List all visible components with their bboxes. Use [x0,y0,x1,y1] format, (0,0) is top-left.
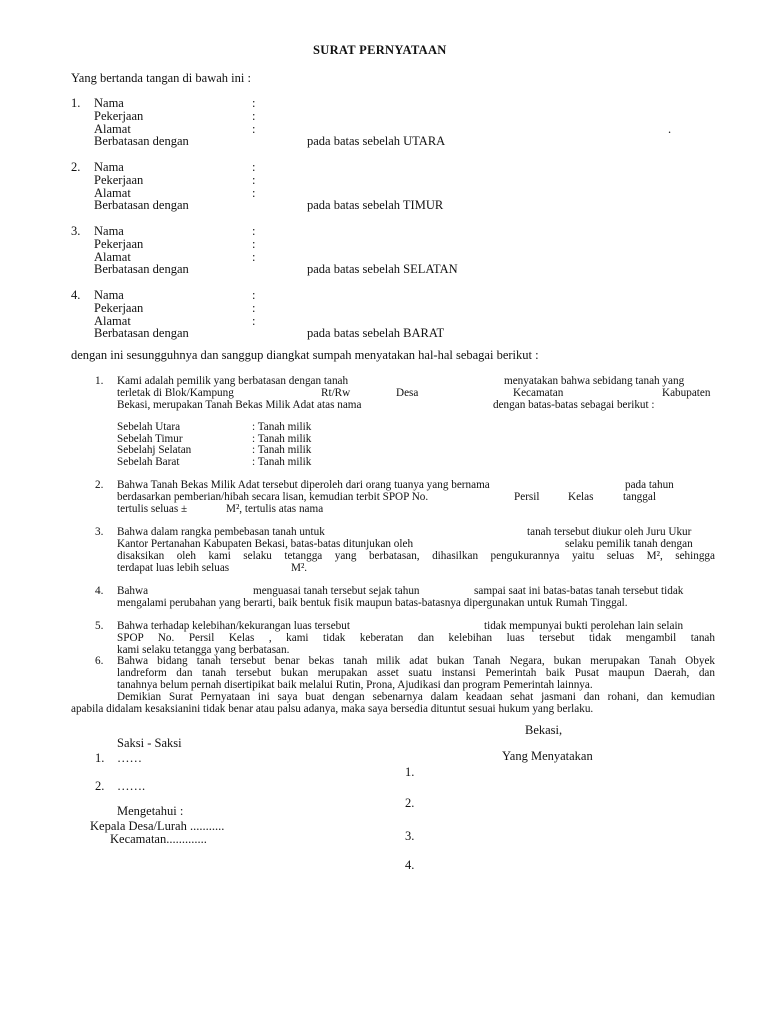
item-text: Bahwa dalam rangka pembebasan tanah untuk [117,526,325,538]
item-text: kami selaku tetangga yang berbatasan. [117,644,290,656]
item-text: M², tertulis atas nama [226,503,324,515]
item-number: 2. [95,479,104,491]
witness-line: …… [117,751,142,765]
field-label-alamat: Alamat [94,249,131,264]
item-text: Kami adalah pemilik yang berbatasan dengan tanah [117,375,349,387]
item-text: pada tahun [625,479,674,491]
page-title: SURAT PERNYATAAN [313,43,447,57]
border-side: pada batas sebelah UTARA [307,134,446,149]
boundary-value: : Tanah milik [252,455,312,468]
item-text: Bekasi, merupakan Tanah Bekas Milik Adat atas nama [117,399,362,411]
witness-number: 1. [95,751,105,765]
border-side: pada batas sebelah BARAT [307,326,445,341]
item-number: 3. [95,526,104,538]
item-text: tidak mempunyai bukti perolehan lain selain [484,620,684,632]
field-label-pekerjaan: Pekerjaan [94,108,144,123]
item-text: menguasai tanah tersebut sejak tahun [253,585,420,597]
item-text: dengan batas-batas sebagai berikut : [493,399,655,411]
field-label-nama: Nama [94,160,124,174]
field-label-berbatasan: Berbatasan dengan [94,326,189,341]
item-text: Kabupaten [662,387,711,399]
field-colon: : [252,108,256,123]
field-colon: : [252,185,256,200]
item-text: Kelas [568,491,594,503]
item-text: Persil [514,491,540,503]
field-label-berbatasan: Berbatasan dengan [94,262,189,277]
declarant-number: 3. [405,829,415,843]
item-number: 6. [95,655,104,667]
declarant-number: 2. [405,796,415,810]
item-text: terdapat luas lebih seluas [117,562,230,574]
item-text: Desa [396,387,419,399]
field-label-pekerjaan: Pekerjaan [94,300,144,315]
person-number: 1. [71,96,81,110]
field-colon: : [252,96,256,110]
field-colon: : [252,300,256,315]
field-label-pekerjaan: Pekerjaan [94,172,144,187]
border-side: pada batas sebelah TIMUR [307,198,444,213]
trailing-dot: . [668,121,672,136]
item-text: Bahwa terhadap kelebihan/kekurangan luas tersebut [117,620,350,632]
item-text: mengalami perubahan yang berarti, baik bentuk fisik maupun batas-batasnya dipergunakan untuk Rumah Tinggal. [117,597,628,609]
village-head-label: Kepala Desa/Lurah ........... [90,819,225,833]
field-colon: : [252,249,256,264]
field-label-berbatasan: Berbatasan dengan [94,134,189,149]
item-text: tanah tersebut diukur oleh Juru Ukur [527,526,692,538]
item-text: sampai saat ini batas-batas tanah tersebut tidak [474,585,684,597]
item-text: tertulis seluas ± [117,503,188,515]
field-label-alamat: Alamat [94,313,131,328]
acknowledged-label: Mengetahui : [117,804,184,818]
person-number: 4. [71,288,81,302]
signing-place: Bekasi, [525,723,563,737]
item-text: Rt/Rw [321,387,351,399]
item-number: 1. [95,375,104,387]
boundary-label: Sebelah Barat [117,455,180,468]
boundary-value: : Tanah milik [252,444,312,457]
boundary-label: Sebelah Timur [117,432,183,445]
field-label-alamat: Alamat [94,121,131,136]
field-label-alamat: Alamat [94,185,131,200]
field-colon: : [252,236,256,251]
boundary-label: Sebelahj Selatan [117,444,192,457]
field-colon: : [252,160,256,174]
closing-line: Demikian Surat Pernyataan ini saya buat dengan sebenarnya dalam keadaan sehat jasmani dan rohani, dan kemudian [117,691,715,703]
item-text: tanggal [623,491,656,503]
boundary-label: Sebelah Utara [117,421,181,433]
boundary-value: : Tanah milik [252,432,312,445]
declarant-number: 1. [405,765,415,779]
field-label-berbatasan: Berbatasan dengan [94,198,189,213]
subdistrict-label: Kecamatan............. [110,832,207,846]
item-text: menyatakan bahwa sebidang tanah yang [504,375,685,387]
declarant-number: 4. [405,858,415,872]
border-side: pada batas sebelah SELATAN [307,262,458,277]
field-label-nama: Nama [94,224,124,238]
boundary-value: : Tanah milik [252,421,312,433]
field-label-pekerjaan: Pekerjaan [94,236,144,251]
item-text: tanahnya belum pernah disertipikat baik melalui Rutin, Prona, Ajudikasi dan program Pemerintah lainnya. [117,679,593,691]
item-text: Kantor Pertanahan Kabupaten Bekasi, batas-batas ditunjukan oleh [117,538,414,550]
item-text: SPOP No. Persil Kelas , kami tidak keberatan dan kelebihan luas tersebut tidak mengambil tanah [117,632,715,644]
item-text: disaksikan oleh kami selaku tetangga yang berbatasan, dihasilkan pengukurannya yaitu seluas M², sehingga [117,550,715,562]
item-text: Bahwa [117,585,149,597]
item-text: terletak di Blok/Kampung [117,387,234,399]
witness-number: 2. [95,779,105,793]
field-colon: : [252,288,256,302]
field-colon: : [252,224,256,238]
item-text: Kecamatan [513,387,564,399]
closing-line: apabila didalam kesaksianini tidak benar atau palsu adanya, maka saya bersedia dituntut sesuai hukum yang berlaku. [71,703,594,715]
item-number: 4. [95,585,104,597]
person-number: 3. [71,224,81,238]
item-text: selaku pemilik tanah dengan [565,538,693,550]
field-colon: : [252,313,256,328]
item-text: landreform dan tanah tersebut bukan merupakan asset suatu instansi Pemerintah baik Pusat maupun Daerah, dan [117,667,715,679]
item-text: Bahwa Tanah Bekas Milik Adat tersebut diperoleh dari orang tuanya yang bernama [117,479,490,491]
item-text: M². [291,562,308,574]
field-colon: : [252,121,256,136]
declaration-intro: dengan ini sesungguhnya dan sanggup diangkat sumpah menyatakan hal-hal sebagai berikut : [71,348,539,362]
declarant-label: Yang Menyatakan [502,749,593,763]
field-colon: : [252,172,256,187]
item-text: berdasarkan pemberian/hibah secara lisan, kemudian terbit SPOP No. [117,491,429,503]
item-number: 5. [95,620,104,632]
witnesses-label: Saksi - Saksi [117,736,182,750]
person-number: 2. [71,160,81,174]
intro-text: Yang bertanda tangan di bawah ini : [71,71,251,85]
field-label-nama: Nama [94,96,124,110]
item-text: Bahwa bidang tanah tersebut benar bekas tanah milik adat bukan Tanah Negara, bukan merupakan Tanah Obyek [117,655,715,667]
witness-line: ……. [117,779,146,793]
field-label-nama: Nama [94,288,124,302]
